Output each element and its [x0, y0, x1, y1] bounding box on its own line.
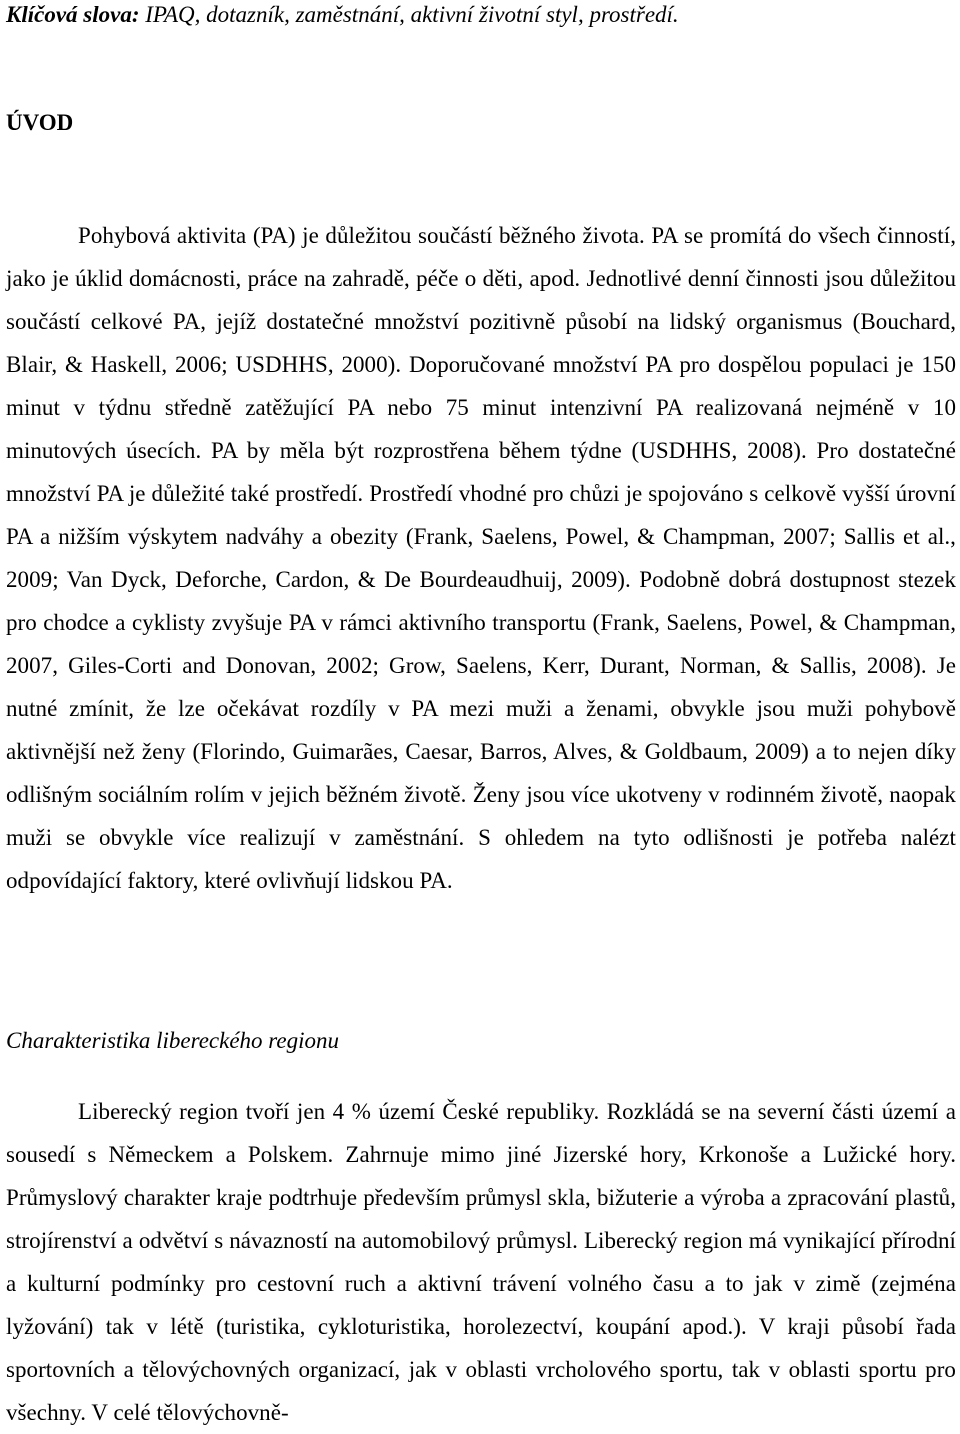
keywords-text: IPAQ, dotazník, zaměstnání, aktivní životní styl, prostředí.	[145, 2, 679, 27]
intro-paragraph: Pohybová aktivita (PA) je důležitou součástí běžného života. PA se promítá do všech činností, jako je úklid domácnosti, práce na zahradě, péče o děti, apod. Jednotlivé denní činnosti jsou důležitou součástí celkové PA, jejíž dostatečné množství pozitivně působí na lidský organismus (Bouchard, Blair, & Haskell, 2006; USDHHS, 2000). Doporučované množství PA pro dospělou populaci je 150 minut v týdnu středně zatěžující PA nebo 75 minut intenzivní PA realizovaná nejméně v 10 minutových úsecích. PA by měla být rozprostřena během týdne (USDHHS, 2008). Pro dostatečné množství PA je důležité také prostředí. Prostředí vhodné pro chůzi je spojováno s celkově vyšší úrovní PA a nižším výskytem nadváhy a obezity (Frank, Saelens, Powel, & Champman, 2007; Sallis et al., 2009; Van Dyck, Deforche, Cardon, & De Bourdeaudhuij, 2009). Podobně dobrá dostupnost stezek pro chodce a cyklisty zvyšuje PA v rámci aktivního transportu (Frank, Saelens, Powel, & Champman, 2007, Giles-Corti and Donovan, 2002; Grow, Saelens, Kerr, Durant, Norman, & Sallis, 2008). Je nutné zmínit, že lze očekávat rozdíly v PA mezi muži a ženami, obvykle jsou muži pohybově aktivnější než ženy (Florindo, Guimarães, Caesar, Barros, Alves, & Goldbaum, 2009) a to nejen díky odlišným sociálním rolím v jejich běžném životě. Ženy jsou více ukotveny v rodinném životě, naopak muži se obvykle více realizují v zaměstnání. S ohledem na tyto odlišnosti je potřeba nalézt odpovídající faktory, které ovlivňují lidskou PA.	[6, 223, 956, 893]
section-heading-intro: ÚVOD	[6, 110, 74, 135]
keywords-line	[6, 0, 679, 34]
region-paragraph: Liberecký region tvoří jen 4 % území České republiky. Rozkládá se na severní části území a sousedí s Německem a Polskem. Zahrnuje mimo jiné Jizerské hory, Krkonoše a Lužické hory. Průmyslový charakter kraje podtrhuje především průmysl skla, bižuterie a výroba a zpracování plastů, strojírenství a odvětví s návazností na automobilový průmysl. Liberecký region má vynikající přírodní a kulturní podmínky pro cestovní ruch a aktivní trávení volného času a to jak v zimě (zejména lyžování) tak v létě (turistika, cykloturistika, horolezectví, koupání apod.). V kraji působí řada sportovních a tělovýchovných organizací, jak v oblasti vrcholového sportu, tak v oblasti sportu pro všechny. V celé tělovýchovně-	[6, 1099, 956, 1425]
section-heading-region: Charakteristika libereckého regionu	[6, 1028, 339, 1053]
keywords-label: Klíčová slova:	[6, 2, 140, 27]
